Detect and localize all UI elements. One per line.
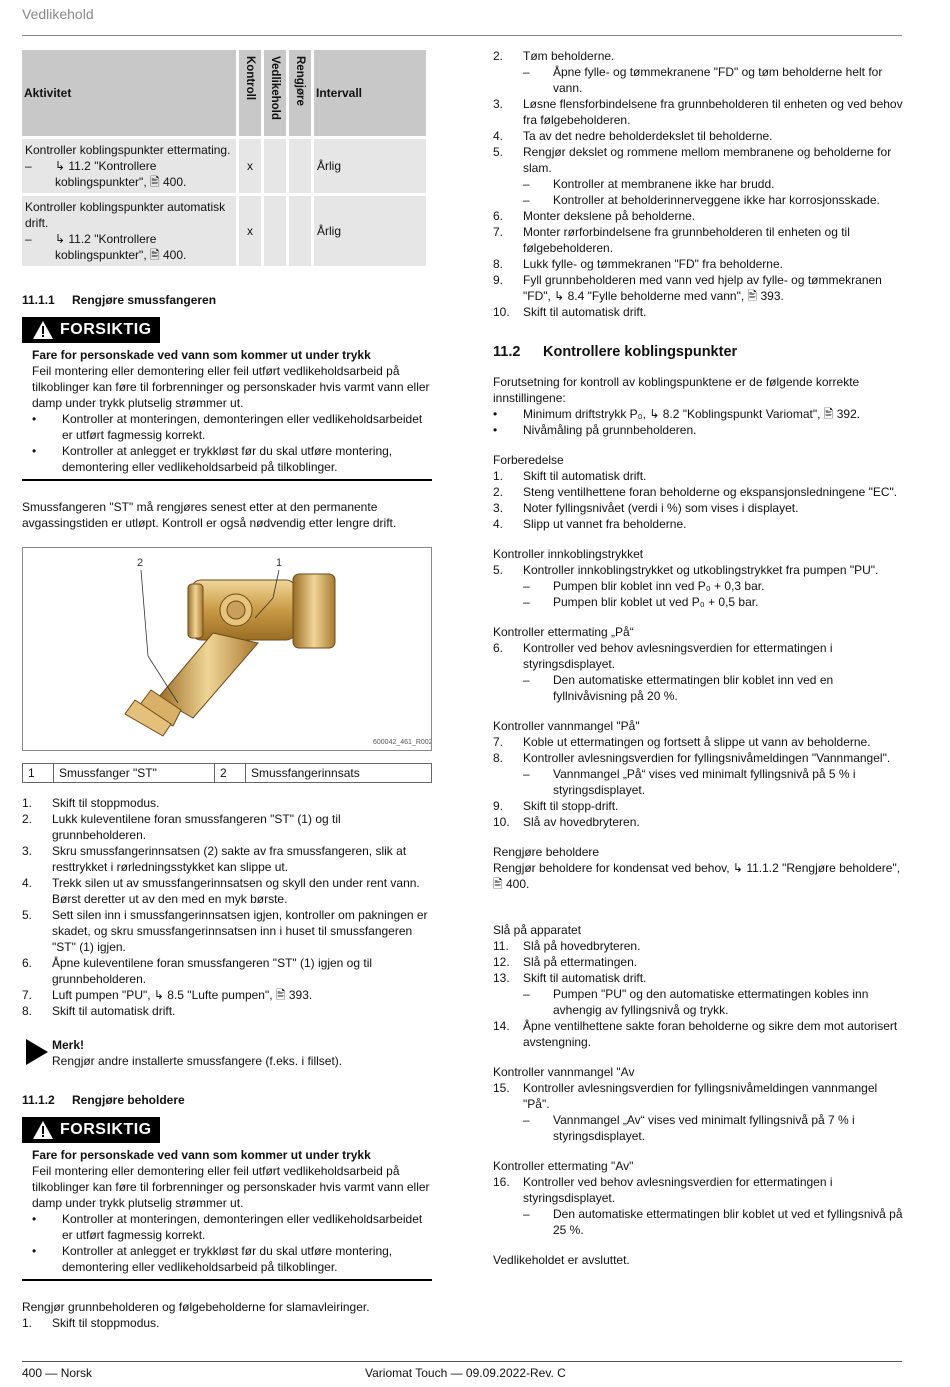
- list-item: 2. Lukk kuleventilene foran smussfangeren "ST" (1) og til grunnbeholderen.: [22, 812, 341, 842]
- left-column: [22, 47, 432, 1331]
- list-item: 8. Skift til automatisk drift.: [22, 1004, 176, 1018]
- list-item: 15. Kontroller avlesningsverdien for fyllingsnivåmeldingen vannmangel "På".: [493, 1081, 878, 1111]
- warning-text: Feil montering eller demontering eller feil utført vedlikeholdsarbeid på tilkoblinger kan føre til forbrenninger og personskader hvis varmt vann eller damp under trykk plutselig strømmer ut.: [32, 1164, 430, 1210]
- list-item: 5. Sett silen inn i smussfangerinnsatsen igjen, kontroller om pakningen er skadet, og skru smussfangerinnsatsen inn i huset til smussfangeren "ST" (1) igjen.: [22, 908, 428, 954]
- footer-rule: [22, 1361, 902, 1362]
- list-item: 6. Monter dekslene på beholderne.: [493, 209, 696, 223]
- list-item: 6. Åpne kuleventilene foran smussfangeren "ST" (1) igjen og til grunnbeholderen.: [22, 956, 373, 986]
- warning-title: Fare for personskade ved vann som kommer ut under trykk: [32, 1148, 371, 1162]
- list-item: 9. Fyll grunnbeholderen med vann ved hjelp av fylle- og tømmekranen "FD", ↳ 8.4 "Fylle beholderne med vann", 🖹 393.: [493, 273, 882, 303]
- list-item: 3. Skru smussfangerinnsatsen (2) sakte av fra smussfangeren, slik at resttrykket i rørledningsstykket kan slippe ut.: [22, 844, 407, 874]
- check-groups: [493, 438, 903, 1238]
- sub-list-item: – Kontroller at beholderinnerveggene ikke har korrosjonsskade.: [523, 193, 880, 207]
- warning-bullet: • Kontroller at anlegget er trykkløst før du skal utføre montering, demontering eller vedlikeholdsarbeid på tilkoblinger.: [32, 1244, 393, 1274]
- warning-box: [22, 1117, 432, 1281]
- smuss-steps: [22, 795, 432, 1019]
- smuss-intro: Smussfangeren "ST" må rengjøres senest etter at den permanente avgassingstiden er utløpt. Kontroll er også nødvendig etter lengre drift.: [22, 500, 397, 530]
- group-heading: Rengjøre beholdere: [493, 845, 600, 859]
- th-rengjore: Rengjøre: [289, 50, 311, 136]
- closing-text: Vedlikeholdet er avsluttet.: [493, 1253, 630, 1267]
- list-item: 4. Slipp ut vannet fra beholderne.: [493, 517, 687, 531]
- warning-box: [22, 317, 432, 481]
- interval-cell: Årlig: [314, 139, 426, 193]
- list-item: 12. Slå på ettermatingen.: [493, 955, 638, 969]
- tip-box: Merk! Rengjør andre installerte smussfangere (f.eks. i fillset).: [22, 1037, 432, 1069]
- table-row: [22, 196, 426, 266]
- cross-ref-link[interactable]: 11.2 "Kontrollere koblingspunkter",: [55, 232, 157, 262]
- dirt-trap-illustration: [23, 548, 431, 750]
- sub-list-item: – Vannmangel „På“ vises ved minimalt fyllingsnivå på 5 % i styringsdisplayet.: [523, 767, 856, 797]
- right-column: [493, 48, 903, 1268]
- cross-ref-link[interactable]: 11.2 "Kontrollere koblingspunkter",: [55, 159, 157, 189]
- sub-list-item: – Kontroller at membranene ikke har brudd.: [523, 177, 775, 191]
- list-item: 9. Skift til stopp-drift.: [493, 799, 619, 813]
- warning-title: Fare for personskade ved vann som kommer ut under trykk: [32, 348, 371, 362]
- list-item: 1. Skift til stoppmodus.: [22, 1316, 160, 1330]
- kontroll-cell: x: [239, 196, 261, 266]
- kontroll-cell: x: [239, 139, 261, 193]
- cross-ref-link[interactable]: Luft pumpen "PU", ↳ 8.5 "Lufte pumpen", 🖹 393.: [52, 988, 313, 1002]
- warning-triangle-icon: [32, 1120, 54, 1140]
- cross-ref-link[interactable]: Rengjør beholdere for kondensat ved behov, ↳ 11.1.2 "Rengjøre beholdere", 🖹 400.: [493, 861, 901, 891]
- rengjore-cell: [289, 139, 311, 193]
- section-heading-11-1-2: 11.1.2 Rengjøre beholdere: [22, 1093, 185, 1107]
- rengjor-intro: Rengjør grunnbeholderen og følgebeholderne for slamavleiringer.: [22, 1300, 370, 1314]
- list-item: 10. Skift til automatisk drift.: [493, 305, 647, 319]
- list-item: 13. Skift til automatisk drift.: [493, 971, 647, 985]
- list-item: 7. Koble ut ettermatingen og fortsett å slippe ut vann av beholderne.: [493, 735, 871, 749]
- list-item: 2. Steng ventilhettene foran beholderne og ekspansjonsledningene "EC".: [493, 485, 898, 499]
- warning-triangle-icon: [32, 320, 54, 340]
- list-item: 8. Lukk fylle- og tømmekranen "FD" fra beholderne.: [493, 257, 783, 271]
- group-heading: Kontroller ettermating "Av": [493, 1159, 634, 1173]
- list-item: 2. Tøm beholderne.: [493, 49, 615, 63]
- list-item: 4. Trekk silen ut av smussfangerinnsatsen og skyll den under rent vann. Børst deretter ut av den med en myk børste.: [22, 876, 420, 906]
- footer-doc: Variomat Touch — 09.09.2022-Rev. C: [365, 1366, 566, 1380]
- sub-list-item: – Vannmangel „Av“ vises ved minimalt fyllingsnivå på 7 % i styringsdisplayet.: [523, 1113, 855, 1143]
- precondition-bullet: • Nivåmåling på grunnbeholderen.: [493, 423, 697, 437]
- play-arrow-icon: [22, 1037, 52, 1067]
- list-item: 6. Kontroller ved behov avlesningsverdien for ettermatingen i styringsdisplayet.: [493, 641, 833, 671]
- callout-2: 2: [137, 557, 144, 569]
- figure-legend: 1 Smussfanger "ST" 2 Smussfangerinnsats: [22, 763, 432, 783]
- page-icon: 🖹: [150, 175, 160, 189]
- warning-bullet: • Kontroller at monteringen, demonteringen eller vedlikeholdsarbeidet er utført fagmessig korrekt.: [32, 1212, 423, 1242]
- th-kontroll: Kontroll: [239, 50, 261, 136]
- rengjore-cell: [289, 196, 311, 266]
- list-item: 5. Rengjør dekslet og rommene mellom membranene og beholderne for slam.: [493, 145, 892, 175]
- list-item: 3. Løsne flensforbindelsene fra grunnbeholderen til enheten og ved behov fra følgebeholderen.: [493, 97, 903, 127]
- sub-list-item: – Åpne fylle- og tømmekranene "FD" og tøm beholderne helt for vann.: [523, 65, 883, 95]
- precondition-bullet: • Minimum driftstrykk P₀, ↳ 8.2 "Koblingspunkt Variomat", 🖹 392.: [493, 406, 903, 422]
- th-intervall: Intervall: [314, 50, 426, 136]
- list-item: 14. Åpne ventilhettene sakte foran beholderne og sikre dem mot autorisert avstengning.: [493, 1019, 898, 1049]
- list-item: 1. Skift til stoppmodus.: [22, 796, 160, 810]
- th-vedlikehold: Vedlikehold: [264, 50, 286, 136]
- warning-badge: FORSIKTIG: [22, 1117, 160, 1143]
- group-heading: Forberedelse: [493, 453, 564, 467]
- list-item: 7. Monter rørforbindelsene fra grunnbeholderen til enheten og til følgebeholderen.: [493, 225, 850, 255]
- section-heading-11-2: 11.2 Kontrollere koblingspunkter: [493, 344, 738, 360]
- warning-text: Feil montering eller demontering eller feil utført vedlikeholdsarbeid på tilkoblinger kan føre til forbrenninger og personskader hvis varmt vann eller damp under trykk plutselig strømmer ut.: [32, 364, 430, 410]
- list-item: 5. Kontroller innkoblingstrykket og utkoblingstrykket fra pumpen "PU".: [493, 563, 879, 577]
- dirt-trap-figure: [22, 547, 432, 751]
- sub-list-item: – Den automatiske ettermatingen blir koblet inn ved en fyllnivåvisning på 20 %.: [523, 673, 834, 703]
- rengjor-steps: [493, 48, 903, 320]
- activity-cell: Kontroller koblingspunkter automatisk drift. – ↳ 11.2 "Kontrollere koblingspunkter", 🖹 400.: [22, 196, 236, 266]
- group-heading: Kontroller innkoblingstrykket: [493, 547, 644, 561]
- table-row: [22, 139, 426, 193]
- figure-code: 600042_461_R002: [373, 739, 431, 746]
- sub-list-item: – Pumpen blir koblet inn ved P₀ + 0,3 bar.: [523, 579, 765, 593]
- section-heading-11-1-1: 11.1.1 Rengjøre smussfangeren: [22, 293, 217, 307]
- list-item: 8. Kontroller avlesningsverdien for fyllingsnivåmeldingen "Vannmangel".: [493, 751, 891, 765]
- list-item: 11. Slå på hovedbryteren.: [493, 939, 641, 953]
- header-rule: [22, 35, 902, 36]
- list-item: 4. Ta av det nedre beholderdekslet til beholderne.: [493, 129, 773, 143]
- interval-cell: Årlig: [314, 196, 426, 266]
- group-heading: Kontroller ettermating „På“: [493, 625, 634, 639]
- list-item: 16. Kontroller ved behov avlesningsverdien for ettermatingen i styringsdisplayet.: [493, 1175, 833, 1205]
- list-item: 3. Noter fyllingsnivået (verdi i %) som vises i displayet.: [493, 501, 799, 515]
- page-icon: 🖹: [150, 248, 160, 262]
- link-arrow-icon: ↳: [55, 159, 69, 173]
- cross-ref-link[interactable]: Minimum driftstrykk P₀, ↳ 8.2 "Koblingspunkt Variomat", 🖹 392.: [523, 407, 861, 421]
- vedlikehold-cell: [264, 139, 286, 193]
- precondition-text: Forutsetning for kontroll av koblingspunktene er de følgende korrekte innstillingene:: [493, 375, 860, 405]
- sub-list-item: – Pumpen "PU" og den automatiske ettermatingen kobles inn avhengig av fyllingsnivå og trykk.: [523, 987, 869, 1017]
- maintenance-table: [19, 47, 429, 269]
- list-item: 10. Slå av hovedbryteren.: [493, 815, 640, 829]
- sub-list-item: – Den automatiske ettermatingen blir koblet ut ved et fyllingsnivå på 25 %.: [523, 1207, 903, 1237]
- page-header: Vedlikehold: [22, 6, 94, 22]
- group-heading: Kontroller vannmangel "På": [493, 719, 640, 733]
- vedlikehold-cell: [264, 196, 286, 266]
- link-arrow-icon: ↳: [55, 232, 69, 246]
- activity-cell: Kontroller koblingspunkter ettermating. – ↳ 11.2 "Kontrollere koblingspunkter", 🖹 400.: [22, 139, 236, 193]
- warning-bullet: • Kontroller at monteringen, demonteringen eller vedlikeholdsarbeidet er utført fagmessig korrekt.: [32, 412, 423, 442]
- group-heading: Kontroller vannmangel "Av: [493, 1065, 635, 1079]
- list-item: 7. Luft pumpen "PU", ↳ 8.5 "Lufte pumpen", 🖹 393.: [22, 987, 432, 1003]
- th-aktivitet: Aktivitet: [22, 50, 236, 136]
- group-heading: Slå på apparatet: [493, 923, 582, 937]
- callout-1: 1: [276, 557, 283, 569]
- sub-list-item: – Pumpen blir koblet ut ved P₀ + 0,5 bar.: [523, 595, 759, 609]
- warning-bullet: • Kontroller at anlegget er trykkløst før du skal utføre montering, demontering eller vedlikeholdsarbeid på tilkoblinger.: [32, 444, 393, 474]
- list-item: 1. Skift til automatisk drift.: [493, 469, 647, 483]
- warning-badge: FORSIKTIG: [22, 317, 160, 343]
- footer-page: 400 — Norsk: [22, 1366, 93, 1380]
